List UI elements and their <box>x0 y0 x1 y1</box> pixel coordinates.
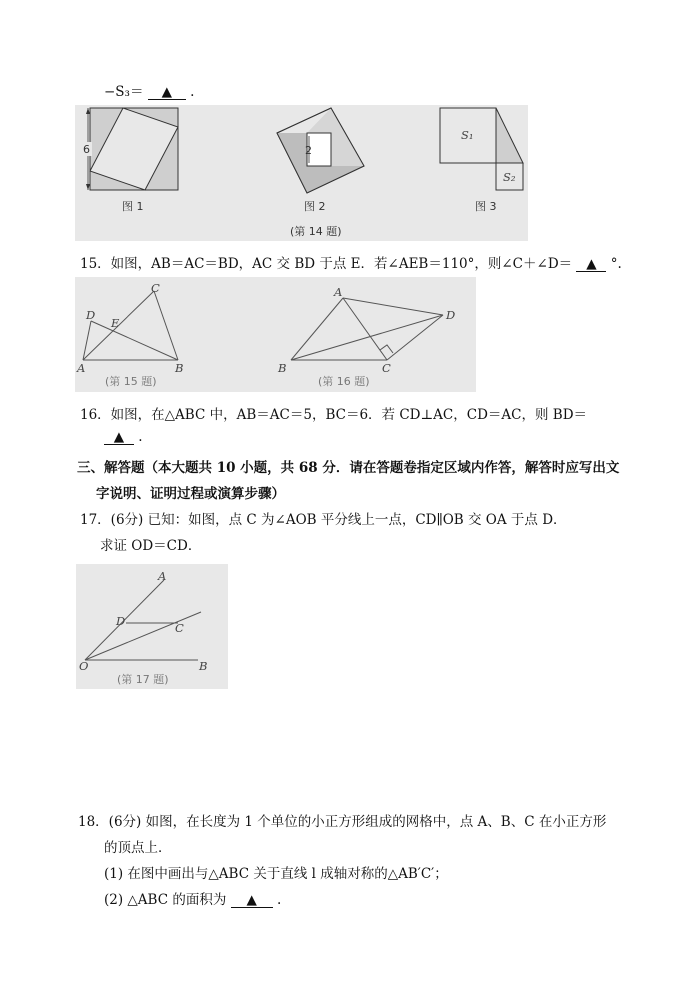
q15-end: °. <box>610 256 622 272</box>
q17-point-o: O <box>79 659 89 673</box>
q18-part2-text: (2) △ABC 的面积为 <box>104 892 227 908</box>
q16-line1 <box>80 403 587 423</box>
q18-line2: 的顶点上． <box>104 840 172 856</box>
fig2-caption: 图 2 <box>304 200 326 213</box>
section3-line1: 三、解答题（本大题共 10 小题，共 68 分．请在答题卷指定区域内作答，解答时应写出文 <box>77 460 620 476</box>
fig1-dim-arrow-top <box>86 108 90 114</box>
q17-figure <box>76 564 228 689</box>
q17-point-d: D <box>116 614 126 628</box>
fig1-caption: 图 1 <box>122 200 144 213</box>
q16-point-c: C <box>382 361 391 375</box>
fig1-dim-arrow-bottom <box>86 184 90 190</box>
q18-line1: 18．(6分) 如图，在长度为 1 个单位的小正方形组成的网格中，点 A、B、C 在小正方形 <box>78 814 607 830</box>
dim-6: 6 <box>83 143 90 156</box>
q17-figure-svg <box>76 564 228 689</box>
q16-end: . <box>138 429 143 445</box>
s1-label: S₁ <box>461 128 474 142</box>
q14-figure-svg <box>75 105 528 241</box>
q16-lines <box>291 298 443 360</box>
answer-blank: ▲ <box>148 85 186 100</box>
q15-answer: ▲ <box>576 257 606 272</box>
q17-caption: (第 17 题) <box>117 673 169 686</box>
q18-part2 <box>104 888 281 908</box>
top-line-text: −S₃＝ <box>104 84 144 100</box>
top-line <box>104 80 194 100</box>
fig3-caption: 图 3 <box>475 200 497 213</box>
section3-line2: 字说明、证明过程或演算步骤） <box>96 486 285 502</box>
q16-answer: ▲ <box>104 430 134 445</box>
top-line-end: . <box>190 84 195 100</box>
q15-point-c: C <box>151 281 160 295</box>
q17-point-a: A <box>158 569 167 583</box>
q15-line <box>80 252 622 272</box>
q15-16-figure <box>75 277 476 392</box>
q15-lines <box>83 291 178 360</box>
q17-point-c: C <box>175 621 184 635</box>
q16-point-d: D <box>446 308 456 322</box>
q15-point-e: E <box>111 316 120 330</box>
q17-line2: 求证 OD＝CD． <box>100 538 202 554</box>
q16-point-a: A <box>334 285 343 299</box>
q14-figure <box>75 105 528 241</box>
q17-line1: 17．(6分) 已知：如图，点 C 为∠AOB 平分线上一点，CD∥OB 交 OA 于点 D． <box>80 512 567 528</box>
q18-part2-end: . <box>276 892 282 908</box>
q18-part1: (1) 在图中画出与△ABC 关于直线 l 成轴对称的△AB′C′； <box>104 866 448 882</box>
q15-point-d: D <box>86 308 96 322</box>
q15-16-figure-svg <box>75 277 476 392</box>
q15-caption: (第 15 题) <box>105 375 157 388</box>
q16-caption: (第 16 题) <box>318 375 370 388</box>
q15-point-b: B <box>175 361 184 375</box>
q15-point-a: A <box>77 361 86 375</box>
s2-label: S₂ <box>503 170 516 184</box>
q18-part2-answer: ▲ <box>231 893 273 908</box>
q14-caption: (第 14 题) <box>290 225 342 238</box>
q17-point-b: B <box>199 659 208 673</box>
q16-text: 16．如图，在△ABC 中，AB＝AC＝5，BC＝6．若 CD⊥AC，CD＝AC，则 BD＝ <box>80 407 588 423</box>
dim-2: 2 <box>305 144 312 157</box>
q16-right-angle <box>380 345 393 353</box>
q16-line2 <box>104 429 143 445</box>
fig3-triangle <box>496 108 523 163</box>
q15-text: 15．如图，AB＝AC＝BD，AC 交 BD 于点 E．若∠AEB＝110°，则∠C＋∠D＝ <box>80 256 573 272</box>
q17-lines <box>85 580 201 660</box>
q16-point-b: B <box>278 361 287 375</box>
